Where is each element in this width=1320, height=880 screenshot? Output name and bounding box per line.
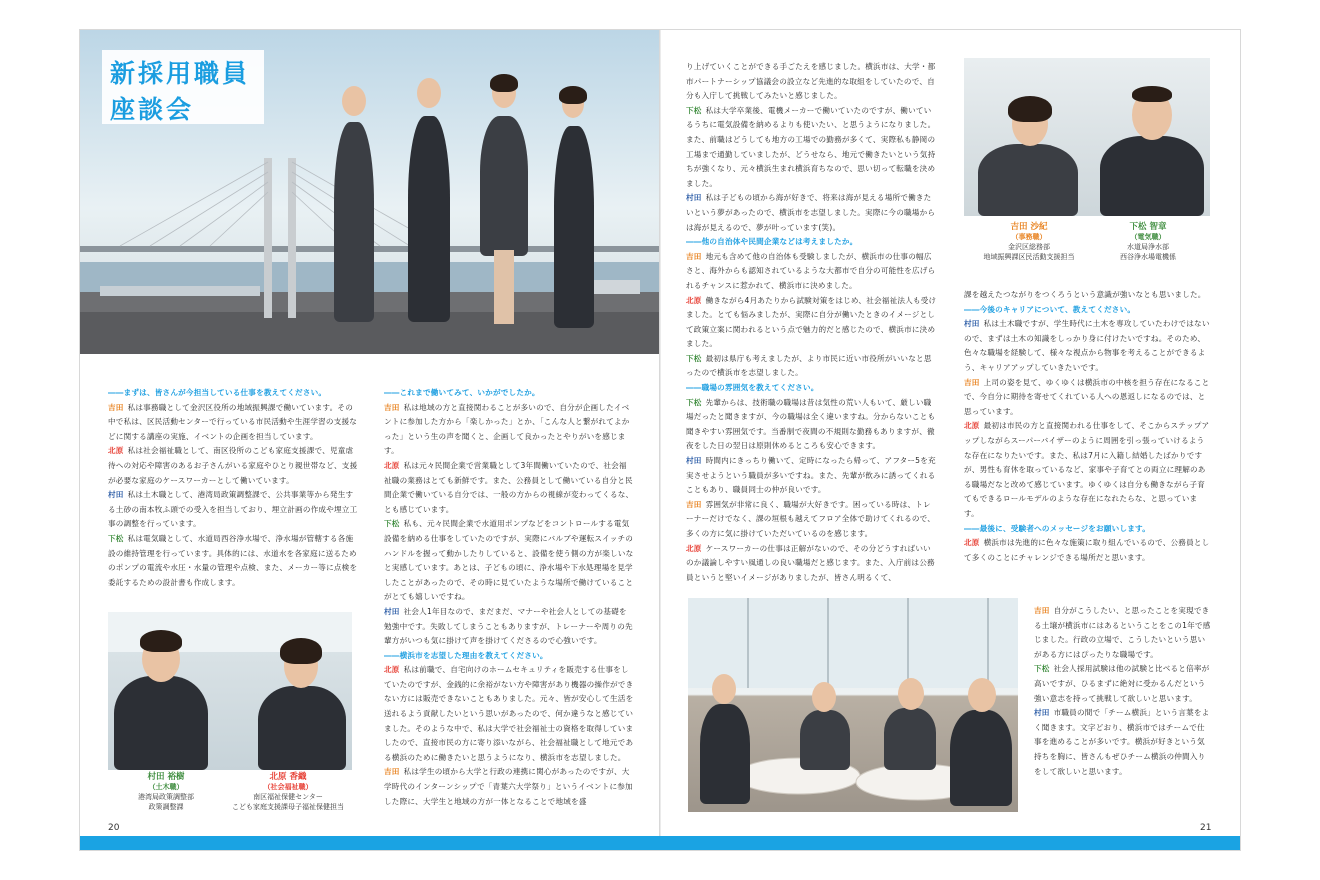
speaker-text: 私は事務職として金沢区役所の地域振興課で働いています。その中で私は、区民活動センターで行っている市民活動や生涯学習の支援などに関する講座の実施、イベントの企画を担当しています。 (108, 402, 358, 441)
kitahara-name: 北原 香織 (269, 772, 307, 782)
speaker-text: 私は土木職として、港湾局政策調整課で、公共事業等から発生する土砂の南本牧ふ頭での受入を担当しており、埋立計画の作成や埋立工事の調整を行っています。 (108, 490, 358, 529)
speaker-name: 北原 (108, 446, 124, 456)
question-heading: ――職場の雰囲気を教えてください。 (686, 383, 819, 393)
speaker-text: 雰囲気が非常に良く、職場が大好きです。困っている時は、トレーナーだけでなく、課の垣根も越えてフロア全体で助けてくれるので、多くの方に気に掛けていただいているのを感じます。 (686, 499, 936, 538)
speaker-text: ケースワーカーの仕事は正解がないので、その分どうすればいいのか議論しやすい風通しの良い職場だと感じます。また、入庁前は公務員というと堅いイメージがありましたが、皆さん明るくて、 (686, 543, 935, 582)
speaker-text: 上司の姿を見て、ゆくゆくは横浜市の中核を担う存在になることで、今自分に期待を寄せてくれている人への恩返しになるのでは、と思っています。 (964, 377, 1210, 416)
speaker-name: 村田 (964, 319, 980, 329)
speaker-paragraph (384, 765, 634, 809)
speaker-name: 吉田 (686, 499, 702, 509)
shimomatsu-hair (1132, 86, 1172, 102)
kitahara-role: （社会福祉職） (263, 783, 313, 791)
speaker-name: 村田 (1034, 708, 1050, 718)
speaker-paragraph (384, 401, 634, 459)
speaker-paragraph (686, 542, 938, 586)
question-heading: ――横浜市を志望した理由を教えてください。 (384, 650, 548, 660)
murata-figure (114, 676, 208, 770)
shimomatsu-role: （電気職） (1130, 233, 1166, 241)
speaker-name: 村田 (108, 490, 124, 500)
footer-bar (80, 836, 1240, 850)
speaker-text: 私は学生の頃から大学と行政の連携に関心があったのですが、大学時代のインターンシップで「青葉六大学祭り」というイベントに参加した際に、大学生と地域の方が一体となることで地域を盛 (384, 767, 633, 806)
body-paragraph: り上げていくことができる手ごたえを感じました。横浜市は、大学・都市パートナーシップ協議会の設立など先進的な取組をしていたので、自分も入庁して挑戦してみたいと感じました。 (686, 62, 936, 101)
speaker-text: 私は土木職ですが、学生時代に土木を専攻していたわけではないので、まずは土木の知識をしっかり身に付けたいですね。そのため、色々な職場を経験して、様々な視点から物事を考えることができるよう、キャリアアップしていきたいです。 (964, 319, 1210, 372)
group-person-3 (884, 708, 936, 770)
kitahara-dept2: こども家庭支援課母子福祉保健担当 (232, 803, 344, 811)
caption-murata (120, 772, 212, 812)
caption-shimomatsu (1096, 222, 1200, 262)
speaker-paragraph (686, 104, 938, 192)
question-heading: ――まずは、皆さんが今担当している仕事を教えてください。 (108, 388, 327, 397)
speaker-paragraph (1034, 706, 1212, 779)
page-number-right: 21 (1200, 823, 1212, 833)
speaker-paragraph (108, 532, 358, 590)
question-heading: ――他の自治体や民間企業などは考えましたか。 (686, 237, 858, 247)
speaker-name: 吉田 (686, 251, 702, 261)
speaker-text: 横浜市は先進的に色々な施策に取り組んでいるので、公務員として多くのことにチャレンジできる場所だと思います。 (964, 538, 1210, 562)
speaker-name: 下松 (686, 353, 702, 363)
speaker-name: 村田 (384, 606, 400, 616)
speaker-paragraph (384, 605, 634, 649)
speaker-name: 吉田 (108, 402, 124, 412)
question-heading: ――今後のキャリアについて、教えてください。 (964, 304, 1136, 314)
speaker-name: 村田 (686, 193, 702, 203)
murata-dept1: 港湾局政策調整部 (138, 793, 194, 801)
person-3-legs (494, 250, 514, 324)
speaker-paragraph (384, 663, 634, 765)
text-column-4 (964, 288, 1212, 598)
speaker-paragraph (686, 498, 938, 542)
person-2-head (417, 78, 441, 108)
speaker-paragraph (964, 376, 1212, 420)
body-paragraph: 課を越えたつながりをつくろうという意識が強いなとも思いました。 (964, 290, 1206, 299)
speaker-paragraph (1034, 604, 1212, 662)
speaker-name: 下松 (1034, 664, 1050, 674)
question-heading: ――これまで働いてみて、いかがでしたか。 (384, 388, 540, 397)
speaker-text: 私は元々民間企業で営業職として3年間働いていたので、社会福祉職の業務はとても新鮮です。また、公務員として働いている自分と民間企業で働いている自分では、一般の方からの視線が変わってくるな、とも感じています。 (384, 460, 634, 514)
murata-name: 村田 裕樹 (147, 772, 185, 782)
title-box (102, 50, 264, 124)
group-person-4-head (968, 678, 996, 712)
murata-role: （土木職） (148, 783, 184, 791)
group-person-4 (950, 710, 1012, 806)
text-column-2 (384, 386, 634, 816)
photo-group-roundtable (688, 598, 1018, 812)
speaker-name: 吉田 (384, 767, 400, 777)
yoshida-figure (978, 144, 1078, 216)
text-column-4b (1034, 604, 1212, 814)
yoshida-name: 吉田 沙紀 (1010, 222, 1048, 232)
speaker-text: 最初は市民の方と直接関われる仕事をして、そこからステップアップしながらスーパーバイザーのように周囲を引っ張っていけるような存在になりたいです。また、私は7月に入籍し結婚したばかりですが、男性も育休を取っているなど、家事や子育てとの両立に理解のある職場だなと改めて感じています。ゆくゆくは自分も働きながら子育てもできるロールモデルのような存在になれたらな、と思っています。 (964, 421, 1210, 518)
speaker-text: 自分がこうしたい、と思ったことを実現できる土壌が横浜市にはあるということをこの1年で感じました。行政の立場で、こうしたいという思いがある方にはぴったりな職場です。 (1034, 606, 1211, 659)
speaker-text: 私は社会福祉職として、南区役所のこども家庭支援課で、児童虐待への対応や障害のあるお子さんがいる家庭やひとり親世帯など、支援が必要な家庭のケースワーカーとして働いています。 (108, 446, 358, 485)
person-3-hair (490, 74, 518, 92)
shimomatsu-dept2: 西谷浄水場電機係 (1120, 253, 1176, 261)
speaker-name: 北原 (384, 665, 400, 675)
speaker-text: 働きながら4月あたりから試験対策をはじめ、社会福祉法人も受けました。とても悩みましたが、実際に自分が働いたときのイメージとして政策立案に関われるという点で魅力的だと感じたので、横浜市に決めました。 (686, 295, 937, 349)
person-1-head (342, 86, 366, 116)
group-person-2-head (812, 682, 836, 712)
speaker-name: 村田 (686, 456, 702, 466)
speaker-name: 北原 (964, 421, 980, 431)
caption-kitahara (222, 772, 354, 812)
photo-murata-kitahara (108, 612, 352, 770)
person-1 (334, 122, 374, 322)
speaker-paragraph (964, 536, 1212, 565)
speaker-text: 私も、元々民間企業で水道用ポンプなどをコントロールする電気設備を納める仕事をしていたのですが、実際にバルブや運転スイッチのハンドルを握って動かしたりしていると、設備を使う側の方が楽しいなと実感しています。あとは、子どもの頃に、浄水場や下水処理場を見学したことがあったので、その時に見ていたような場所で働けていることがとても嬉しいですね。 (384, 519, 634, 602)
person-4-hair (559, 86, 587, 104)
page-title-line2: 座談会 (110, 95, 195, 124)
photo-yoshida-shimomatsu (964, 58, 1210, 216)
speaker-paragraph (108, 488, 358, 532)
speaker-name: 北原 (686, 295, 702, 305)
yoshida-dept2: 地域振興課区民活動支援担当 (983, 253, 1075, 261)
speaker-paragraph (686, 396, 938, 454)
speaker-name: 北原 (686, 543, 702, 553)
speaker-paragraph (686, 454, 938, 498)
murata-dept2: 政策調整課 (148, 803, 184, 811)
shimomatsu-dept1: 水道局浄水部 (1127, 243, 1169, 251)
group-person-3-head (898, 678, 924, 710)
speaker-text: 社会人1年目なので、まだまだ、マナーや社会人としての基礎を勉強中です。失敗してしまうこともありますが、トレーナーや周りの先輩方がいつも気に掛けて声を掛けてくださるので心強いです。 (384, 606, 633, 646)
shimomatsu-name: 下松 智章 (1129, 222, 1167, 232)
kitahara-figure (258, 686, 346, 770)
text-column-3 (686, 60, 938, 618)
speaker-paragraph (686, 352, 938, 381)
speaker-name: 下松 (384, 519, 400, 529)
speaker-name: 吉田 (1034, 606, 1050, 615)
person-3 (480, 116, 528, 256)
speaker-paragraph (964, 419, 1212, 521)
speaker-paragraph (686, 191, 938, 235)
speaker-paragraph (686, 250, 938, 294)
yoshida-role: （事務職） (1011, 233, 1047, 241)
speaker-name: 下松 (108, 533, 124, 543)
murata-hair (140, 630, 182, 652)
speaker-paragraph (964, 317, 1212, 375)
speaker-name: 吉田 (964, 377, 980, 387)
speaker-paragraph (108, 401, 358, 445)
shimomatsu-figure (1100, 136, 1204, 216)
page-title-line1: 新採用職員 (110, 59, 251, 88)
speaker-name: 北原 (384, 460, 400, 470)
speaker-text: 社会人採用試験は他の試験と比べると倍率が高いですが、ひるまずに絶対に受かるんだという強い意志を持って挑戦して欲しいと思います。 (1034, 664, 1210, 703)
speaker-paragraph (384, 459, 634, 517)
caption-yoshida (970, 222, 1088, 262)
speaker-paragraph (1034, 662, 1212, 706)
speaker-paragraph (108, 444, 358, 488)
text-column-1 (108, 386, 358, 598)
page-number-left: 20 (108, 823, 120, 833)
speaker-text: 市職員の間で「チーム横浜」という言葉をよく聞きます。文字どおり、横浜市ではチームで仕事を進めることが多いです。横浜が好きという気持ちを胸に、皆さんもぜひチーム横浜の仲間入りをして欲しいと思います。 (1034, 708, 1210, 776)
person-4 (554, 126, 594, 328)
speaker-text: 私は子どもの頃から海が好きで、将来は海が見える場所で働きたいという夢があったので、横浜市を志望しました。実際に今の職場からは海が見えるので、夢が叶っています(笑)。 (686, 193, 936, 232)
yoshida-hair (1008, 96, 1052, 122)
speaker-name: 吉田 (384, 402, 400, 412)
magazine-spread (80, 30, 1240, 850)
speaker-text: 私は大学卒業後、電機メーカーで働いていたのですが、働いているうちに電気設備を納めるよりも使いたい、と思うようになりました。また、前職はどうしても地方の工場での勤務が多くて、実際私も静岡の工場まで通勤していましたが、どうせなら、地元で働きたいという気持ちが強くなり、元々横浜生まれ横浜育ちなので、思い切って転職を決めました。 (686, 105, 936, 188)
speaker-text: 地元も含めて他の自治体も受験しましたが、横浜市の仕事の幅広さと、海外からも認知されているような大都市で自分の可能性を広げられるチャンスに惹かれて、横浜市に決めました。 (686, 251, 936, 290)
group-person-1-head (712, 674, 736, 704)
speaker-name: 下松 (686, 105, 702, 115)
spread-gutter (659, 30, 661, 850)
speaker-paragraph (686, 294, 938, 352)
speaker-text: 時間内にきっちり働いて、定時になったら帰って、アフター5を充実させようという職員が多いですね。また、先輩が飲みに誘ってくれることもあり、職員同士の仲が良いです。 (686, 456, 936, 495)
speaker-text: 私は電気職として、水道局西谷浄水場で、浄水場が管轄する各施設の維持管理を行っています。具体的には、水道水を各家庭に送るためのポンプの電流や水圧・水量の管理や点検、また、メーカー等に点検を委託するための設計書も作成します。 (108, 533, 358, 587)
speaker-paragraph (384, 517, 634, 605)
group-person-1 (700, 704, 750, 804)
group-person-2 (800, 710, 850, 770)
hero-photo (80, 30, 659, 354)
speaker-text: 私は地域の方と直接関わることが多いので、自分が企画したイベントに参加した方から「楽しかった」とか、「こんな人と繋がれてよかった」という生の声を聞くと、企画して良かったとやりがいを感じます。 (384, 402, 630, 456)
question-heading: ――最後に、受験者へのメッセージをお願いします。 (964, 523, 1150, 533)
person-2 (408, 116, 450, 322)
speaker-name: 北原 (964, 538, 980, 548)
kitahara-dept1: 南区福祉保健センター (253, 793, 323, 801)
speaker-text: 私は前職で、自宅向けのホームセキュリティを販売する仕事をしていたのですが、金銭的に余裕がない方や障害があり機器の操作ができない方には販売できないこともありました。元々、皆が安心して生活を送れるよう貢献したいという思いがあったので、何か違うなと感じていました。そのような中で、私は大学で社会福祉士の資格を取得していましたので、直接市民の方に寄り添いながら、社会福祉職として地元である横浜のために働きたいと思うようになり、横浜市を志望しました。 (384, 665, 634, 762)
speaker-text: 最初は県庁も考えましたが、より市民に近い市役所がいいなと思ったので横浜市を志望しました。 (686, 353, 932, 378)
speaker-text: 先輩からは、技術職の職場は昔は気性の荒い人もいて、厳しい職場だったと聞きますが、今の職場は全く違いますね。分からないことも聞きやすい雰囲気です。当番制で夜間の不規則な勤務もありますが、徹夜をした日の翌日は原則休めるところも安心できます。 (686, 397, 936, 451)
speaker-name: 下松 (686, 397, 702, 407)
kitahara-hair (280, 638, 322, 664)
yoshida-dept1: 金沢区総務部 (1008, 243, 1050, 251)
